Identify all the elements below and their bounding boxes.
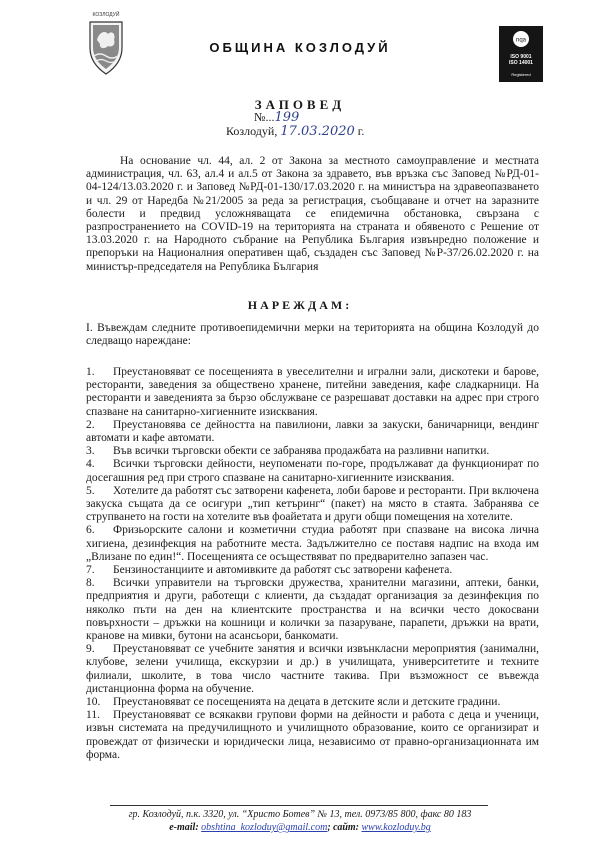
decree-heading: НАРЕЖДАМ: [247, 298, 353, 312]
item-number: 2. [86, 418, 95, 431]
cert-iso-9001: ISO 9001 [510, 54, 532, 60]
item-text: Преустановяват се посещенията на децата в детските ясли и детските градини. [113, 696, 501, 709]
item-text: Бензиностанциите и автомивките да работят със затворени кафенета. [113, 564, 453, 577]
item-number: 3. [86, 445, 95, 458]
list-item [86, 485, 539, 525]
footer-divider [110, 805, 488, 806]
item-text: Преустановяват се всякакви групови форми на дейности и работа с деца и ученици, извън системата на предучилищното и училищното образование, които се организират и провеждат от физически и юридически лица, независимо от правно-организационната им форма. [86, 709, 539, 761]
item-number: 6. [86, 524, 95, 537]
item-number: 1. [86, 366, 95, 378]
list-item [86, 524, 539, 564]
item-number: 9. [86, 643, 95, 656]
municipality-name: ОБЩИНА КОЗЛОДУЙ [209, 40, 391, 55]
item-text: Преустановява се дейността на павилиони, лавки за закуски, баничарници, вендинг автомати и кафе автомати. [86, 418, 539, 445]
item-text: Фризьорските салони и козметични студиа работят при спазване на висока лична хигиена, дезинфекция на работните места. Задължително се поставя надпис на входа им „Влизане по един!“. Посещенията се осъществяват по предварително запазен час. [86, 524, 539, 563]
order-city-date [226, 124, 364, 139]
iso-certification-badge [499, 26, 543, 82]
website-link[interactable]: www.kozloduy.bg [361, 822, 431, 833]
preamble-paragraph: На основание чл. 44, ал. 2 от Закона за местното самоуправление и местната администрация, чл. 63, ал.4 и ал.5 от Закона за здравето, във връзка със Заповед №РД-01-04-124/13.03.2020 г. и Заповед №РД-01-130/17.03.2020 г. на министъра на здравеопазването и чл. 29 от Наредба №21/2005 за реда за регистрация, съобщаване и отчет на заразните болести и предвид усложняващата се епидемична обстановка, свързана с разпространението на COVID-19 на територията на страната и обявеното с Решение от 13.03.2020 г. на Народното събрание на Република България извънредно положение и препоръки на Националния оперативен щаб, създаден със Заповед №Р-37/26.02.2020 г. на министър-председателя на Република България [86, 155, 539, 273]
cert-iso-14001: ISO 14001 [509, 60, 533, 66]
document-title: ЗАПОВЕД [254, 97, 346, 112]
item-number: 11. [86, 709, 100, 722]
site-label: ; сайт: [327, 822, 359, 833]
footer-contacts [0, 822, 600, 833]
email-link[interactable]: obshtina_kozloduy@gmail.com [201, 822, 328, 833]
list-item [86, 564, 539, 577]
crest-label: КОЗЛОДУЙ [92, 12, 120, 18]
list-item [86, 696, 539, 709]
order-number [254, 110, 299, 125]
list-item [86, 709, 539, 762]
item-number: 4. [86, 458, 95, 471]
item-text: Хотелите да работят със затворени кафенета, лоби барове и ресторанти. При включена закуска същата да се осигури „тип кетъринг“ (пакет) на място в стаята. Забранява се струпването на гости на хотелите във фоайетата и други общи помещения на хотелите. [86, 484, 539, 524]
date-suffix: г. [357, 124, 365, 138]
item-text: Преустановяват се учебните занятия и всички извънкласни мероприятия (занимални, клубове, зелени училища, екскурзии и др.) в училищата, университетите и техните филиали, школите, в това число частните такива. При възможност се въвежда дистанционна форма на обучение. [86, 643, 539, 695]
item-number: 5. [86, 484, 95, 497]
list-item [86, 419, 539, 445]
footer-address: гр. Козлодуй, п.к. 3320, ул. “Христо Ботев” № 13, тел. 0973/85 800, факс 80 183 [128, 809, 472, 820]
measures-list [86, 366, 539, 762]
email-label: e-mail: [169, 822, 199, 833]
order-number-label: №... [254, 110, 275, 124]
item-number: 10. [86, 696, 101, 709]
list-item [86, 643, 539, 696]
item-text: Преустановяват се посещенията в увеселителни и игрални зали, дискотеки и барове, ресторанти, заведения за обществено хранене, питейни заведения, кафе сладкарници. На ресторанти и заведенията за бързо обслужване се разрешават доставки на адрес при строго спазване на санитарно-хигиенните изисквания. [86, 366, 539, 418]
nqa-logo-icon [512, 30, 530, 48]
item-text: Всички управители на търговски дружества, хранителни магазини, аптеки, банки, предприятия и други, работещи с клиенти, да създадат организация за дезинфекция по няколко пъти на ден на клиентските пространства и на всички често докосвани повърхности – дръжки на кошници и колички за пазаруване, парапети, дръжки на врати, кранове на мивки, бутони на асансьори, банкомати. [86, 577, 539, 643]
list-item [86, 577, 539, 643]
item-text: Във всички търговски обекти се забранява продажбата на разливни напитки. [113, 445, 490, 458]
city-label: Козлодуй, [226, 124, 278, 138]
svg-text:nqa: nqa [515, 37, 527, 44]
intro-paragraph: I. Въвеждам следните противоепидемични мерки на територията на община Козлодуй до следващо нареждане: [86, 322, 539, 348]
date-value: 17.03.2020 [280, 124, 355, 139]
item-number: 8. [86, 577, 95, 590]
list-item [86, 366, 539, 419]
cert-registered: Registered [511, 72, 531, 77]
list-item [86, 458, 539, 484]
order-number-value: 199 [274, 110, 300, 125]
list-item [86, 445, 539, 458]
item-text: Всички търговски дейности, неупоменати по-горе, продължават да функционират по досегашния ред при строго спазване на санитарно-хигиенните изисквания. [86, 458, 539, 484]
item-number: 7. [86, 564, 95, 577]
